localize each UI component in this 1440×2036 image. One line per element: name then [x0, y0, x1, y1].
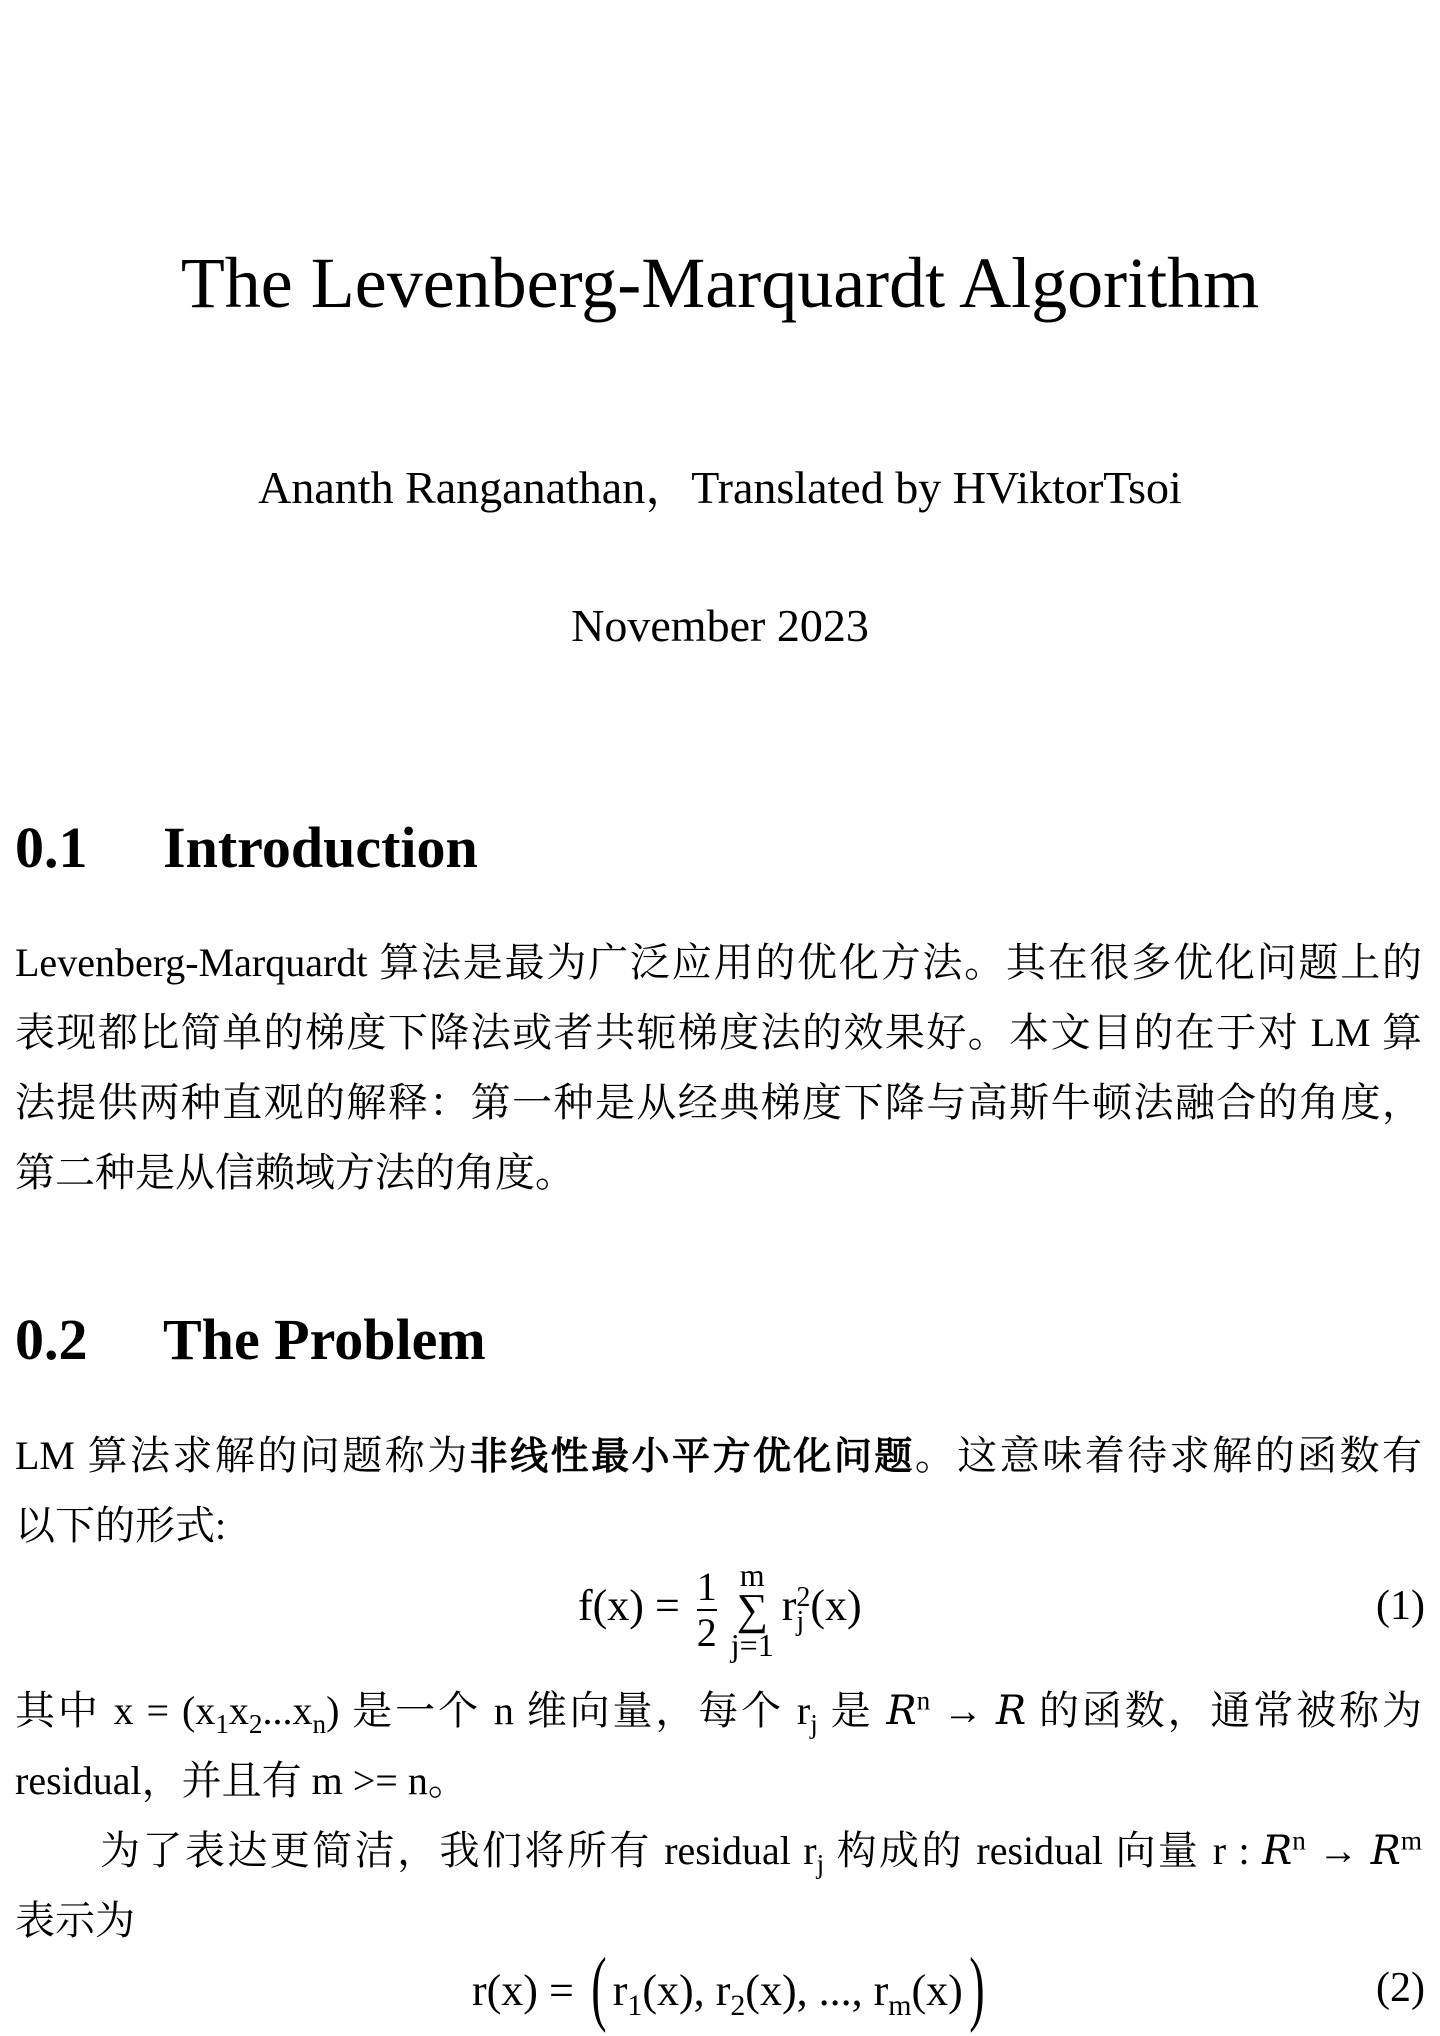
subscript: 2	[248, 1709, 263, 1739]
eq1-term	[781, 1581, 862, 1637]
text: 。这意味着待求解的函数有	[914, 1433, 1422, 1478]
sigma-icon: ∑	[736, 1585, 768, 1634]
superscript: n	[916, 1685, 931, 1716]
eq1-summation	[730, 1557, 774, 1663]
text: 为了表达更简洁，我们将所有 residual r	[100, 1828, 817, 1873]
eq2-arg: (x)	[911, 1966, 963, 2015]
subscript: m	[888, 1988, 912, 2022]
real-space-symbol: R	[1262, 1828, 1293, 1874]
eq1-term-base: r	[781, 1581, 797, 1631]
section-heading-the-problem	[15, 1305, 486, 1375]
eq1-sum-lower: j=1	[730, 1627, 774, 1663]
equation-1	[578, 1557, 862, 1663]
eq1-lhs: f(x) =	[578, 1581, 680, 1631]
eq2-lhs: r(x) =	[472, 1966, 574, 2015]
eq2-arg: (x),	[642, 1966, 716, 2015]
text: LM 算法求解的问题称为	[15, 1433, 470, 1478]
problem-para1-line-1	[15, 1430, 1422, 1482]
subscript: 2	[730, 1988, 746, 2022]
problem-para2-line-2: residual，并且有 m >= n。	[15, 1758, 468, 1803]
text: ) 是一个 n 维向量，每个 r	[326, 1688, 811, 1733]
right-paren-icon: )	[969, 1941, 985, 2034]
subscript: n	[312, 1709, 327, 1739]
eq2-term: r	[873, 1966, 889, 2015]
arrow-icon: →	[930, 1688, 996, 1733]
subscript: 1	[627, 1988, 643, 2022]
section-heading-introduction	[15, 813, 478, 883]
problem-para1-line-2: 以下的形式:	[15, 1503, 227, 1548]
document-authors: Ananth Ranganathan，Translated by HViktorTsoi	[258, 462, 1182, 513]
section-number: 0.2	[15, 1307, 88, 1372]
problem-para3-line-2: 表示为	[15, 1898, 135, 1943]
real-space-symbol: R	[995, 1688, 1027, 1734]
eq1-term-arg: (x)	[810, 1581, 862, 1631]
eq1-term-sup: 2	[796, 1582, 811, 1613]
emphasis-nonlinear-least-squares: 非线性最小平方优化问题	[469, 1434, 915, 1478]
eq1-term-scripts	[796, 1582, 811, 1637]
intro-line-3: 法提供两种直观的解释：第一种是从经典梯度下降与高斯牛顿法融合的角度，	[15, 1080, 1422, 1125]
eq1-fraction	[697, 1565, 717, 1655]
section-title: Introduction	[163, 815, 478, 880]
intro-line-1: Levenberg-Marquardt 算法是最为广泛应用的优化方法。其在很多优化问题上的	[15, 940, 1422, 985]
text: 构成的 residual 向量 r :	[824, 1828, 1263, 1873]
eq2-term: r	[715, 1966, 731, 2015]
eq1-frac-num: 1	[696, 1564, 717, 1609]
equation-2	[472, 1941, 991, 2034]
subscript: j	[816, 1849, 825, 1879]
problem-para3-line-1	[100, 1825, 1422, 1877]
problem-para2-line-1	[15, 1685, 1422, 1737]
text: ...x	[262, 1688, 313, 1733]
eq1-sum-upper: m	[739, 1557, 765, 1593]
subscript: 1	[215, 1709, 229, 1739]
document-title: The Levenberg-Marquardt Algorithm	[180, 243, 1260, 323]
text: x	[228, 1688, 249, 1733]
eq1-term-sub: j	[796, 1606, 805, 1637]
real-space-symbol: R	[1370, 1828, 1401, 1874]
equation-1-number: (1)	[1376, 1583, 1425, 1629]
eq2-term: r	[612, 1966, 628, 2015]
text: 其中 x = (x	[15, 1688, 216, 1733]
eq1-frac-den: 2	[696, 1610, 717, 1655]
intro-line-4: 第二种是从信赖域方法的角度。	[15, 1150, 575, 1195]
text: 是	[817, 1688, 887, 1733]
superscript: n	[1292, 1825, 1306, 1856]
equation-2-number: (2)	[1376, 1965, 1425, 2011]
eq2-arg: (x), ...,	[745, 1966, 874, 2015]
subscript: j	[810, 1709, 818, 1739]
left-paren-icon: (	[591, 1941, 607, 2034]
section-number: 0.1	[15, 815, 88, 880]
arrow-icon: →	[1305, 1828, 1371, 1873]
document-date: November 2023	[571, 600, 869, 651]
superscript: m	[1400, 1825, 1422, 1856]
real-space-symbol: R	[886, 1688, 917, 1734]
section-title: The Problem	[163, 1307, 486, 1372]
text: 的函数，通常被称为	[1026, 1688, 1423, 1733]
intro-line-2: 表现都比简单的梯度下降法或者共轭梯度法的效果好。本文目的在于对 LM 算	[15, 1010, 1422, 1055]
